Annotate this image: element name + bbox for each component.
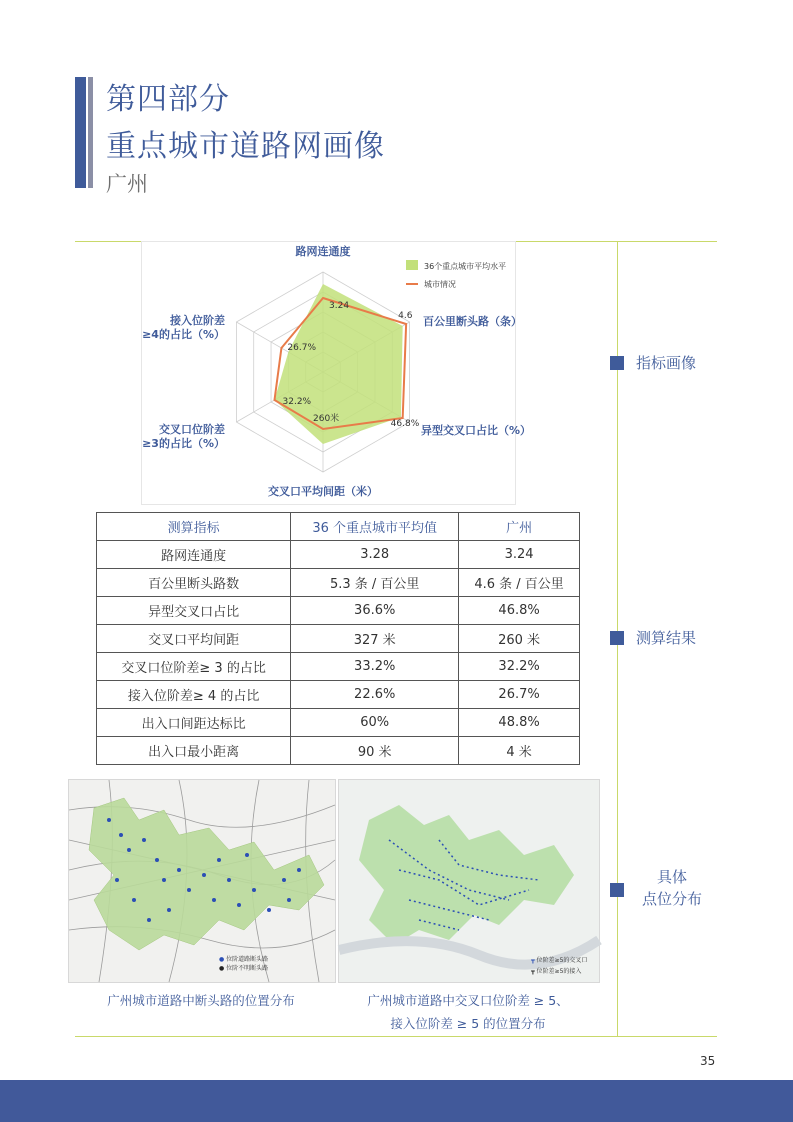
- table-cell: 32.2%: [459, 653, 580, 681]
- table-cell: 46.8%: [459, 597, 580, 625]
- legend-swatch-average: [406, 260, 418, 270]
- axis-label-access-1: 接入位阶差: [170, 314, 225, 327]
- axis-label-irregular: 异型交叉口占比（%）: [421, 424, 532, 437]
- dot-icon: ●: [219, 956, 225, 963]
- accent-bar-secondary: [88, 77, 93, 188]
- radar-point-label: 4.6: [398, 311, 413, 321]
- table-row: [97, 737, 580, 765]
- table-cell: 出入口间距达标比: [97, 709, 291, 737]
- axis-label-grade-diff-2: ≥3的占比（%）: [142, 437, 225, 450]
- grade-difference-map: [338, 779, 600, 983]
- table-cell: 异型交叉口占比: [97, 597, 291, 625]
- legend-item: 位阶不明断头路: [226, 965, 269, 972]
- legend-item: 位阶差≥5的接入: [536, 968, 582, 975]
- radar-point-label: 46.8%: [390, 419, 420, 429]
- table-cell: 260 米: [459, 625, 580, 653]
- left-map-caption: 广州城市道路中断头路的位置分布: [107, 993, 295, 1008]
- table-cell: 33.2%: [291, 653, 459, 681]
- table-row: [97, 709, 580, 737]
- table-row: [97, 597, 580, 625]
- square-bullet-icon: [610, 883, 624, 897]
- radar-chart: [141, 241, 532, 505]
- table-header-cell: 36 个重点城市平均值: [291, 513, 459, 541]
- table-cell: 4.6 条 / 百公里: [459, 569, 580, 597]
- indicator-table: [96, 512, 580, 765]
- t-marker-icon: ┳: [531, 957, 535, 964]
- table-cell: 3.28: [291, 541, 459, 569]
- table-cell: 5.3 条 / 百公里: [291, 569, 459, 597]
- table-header-cell: 广州: [459, 513, 580, 541]
- table-row: [97, 653, 580, 681]
- table-cell: 48.8%: [459, 709, 580, 737]
- square-bullet-icon: [610, 631, 624, 645]
- table-cell: 4 米: [459, 737, 580, 765]
- table-cell: 百公里断头路数: [97, 569, 291, 597]
- part-title: 第四部分: [106, 82, 230, 117]
- radar-chart-svg: [142, 242, 532, 504]
- table-cell: 路网连通度: [97, 541, 291, 569]
- side-label-results: [610, 627, 696, 648]
- t-marker-icon: ┳: [531, 968, 535, 975]
- axis-label-connectivity: 路网连通度: [295, 245, 351, 258]
- axis-label-dead-ends: 百公里断头路（条）: [423, 315, 522, 328]
- page-number: 35: [700, 1054, 716, 1068]
- side-label-text: 指标画像: [636, 354, 697, 372]
- axis-label-spacing: 交叉口平均间距（米）: [268, 485, 378, 498]
- side-label-profile: [610, 352, 696, 373]
- accent-bar: [75, 77, 86, 188]
- legend-item: 位阶差≥5的交叉口: [536, 957, 588, 964]
- side-label-text: 测算结果: [636, 629, 697, 647]
- table-cell: 26.7%: [459, 681, 580, 709]
- table-header-cell: 测算指标: [97, 513, 291, 541]
- axis-label-grade-diff-1: 交叉口位阶差: [159, 423, 225, 436]
- table-cell: 60%: [291, 709, 459, 737]
- table-cell: 327 米: [291, 625, 459, 653]
- table-cell: 36.6%: [291, 597, 459, 625]
- axis-label-access-2: ≥4的占比（%）: [142, 328, 225, 341]
- table-cell: 90 米: [291, 737, 459, 765]
- radar-point-label: 32.2%: [282, 397, 312, 407]
- table-cell: 3.24: [459, 541, 580, 569]
- table-cell: 接入位阶差≥ 4 的占比: [97, 681, 291, 709]
- map-legend: [531, 955, 587, 977]
- table-row: [97, 681, 580, 709]
- right-map-caption-1: 广州城市道路中交叉口位阶差 ≥ 5、: [367, 993, 569, 1008]
- radar-point-label: 260米: [313, 414, 340, 424]
- square-bullet-icon: [610, 356, 624, 370]
- dead-end-map: [68, 779, 336, 983]
- side-label-distribution: [610, 866, 720, 910]
- side-label-text: 具体: [656, 868, 687, 886]
- table-cell: 22.6%: [291, 681, 459, 709]
- table-row: [97, 569, 580, 597]
- legend-label-average: 36个重点城市平均水平: [424, 262, 507, 271]
- table-cell: 出入口最小距离: [97, 737, 291, 765]
- table-row: [97, 541, 580, 569]
- footer-band: [0, 1080, 793, 1122]
- legend-label-city: 城市情况: [424, 280, 456, 289]
- radar-point-label: 26.7%: [287, 343, 317, 353]
- city-name: 广州: [106, 172, 148, 196]
- table-row: [97, 625, 580, 653]
- table-cell: 交叉口平均间距: [97, 625, 291, 653]
- legend-item: 位阶道路断头路: [226, 956, 269, 963]
- page-title: 重点城市道路网画像: [106, 129, 385, 164]
- map-legend: [219, 955, 268, 973]
- frame-bottom-line: [75, 1036, 717, 1037]
- dot-icon: ●: [219, 965, 225, 972]
- side-label-text: 点位分布: [641, 890, 702, 908]
- table-cell: 交叉口位阶差≥ 3 的占比: [97, 653, 291, 681]
- right-map-caption-2: 接入位阶差 ≥ 5 的位置分布: [390, 1016, 546, 1031]
- radar-point-label: 3.24: [329, 301, 350, 311]
- table-header-row: [97, 513, 580, 541]
